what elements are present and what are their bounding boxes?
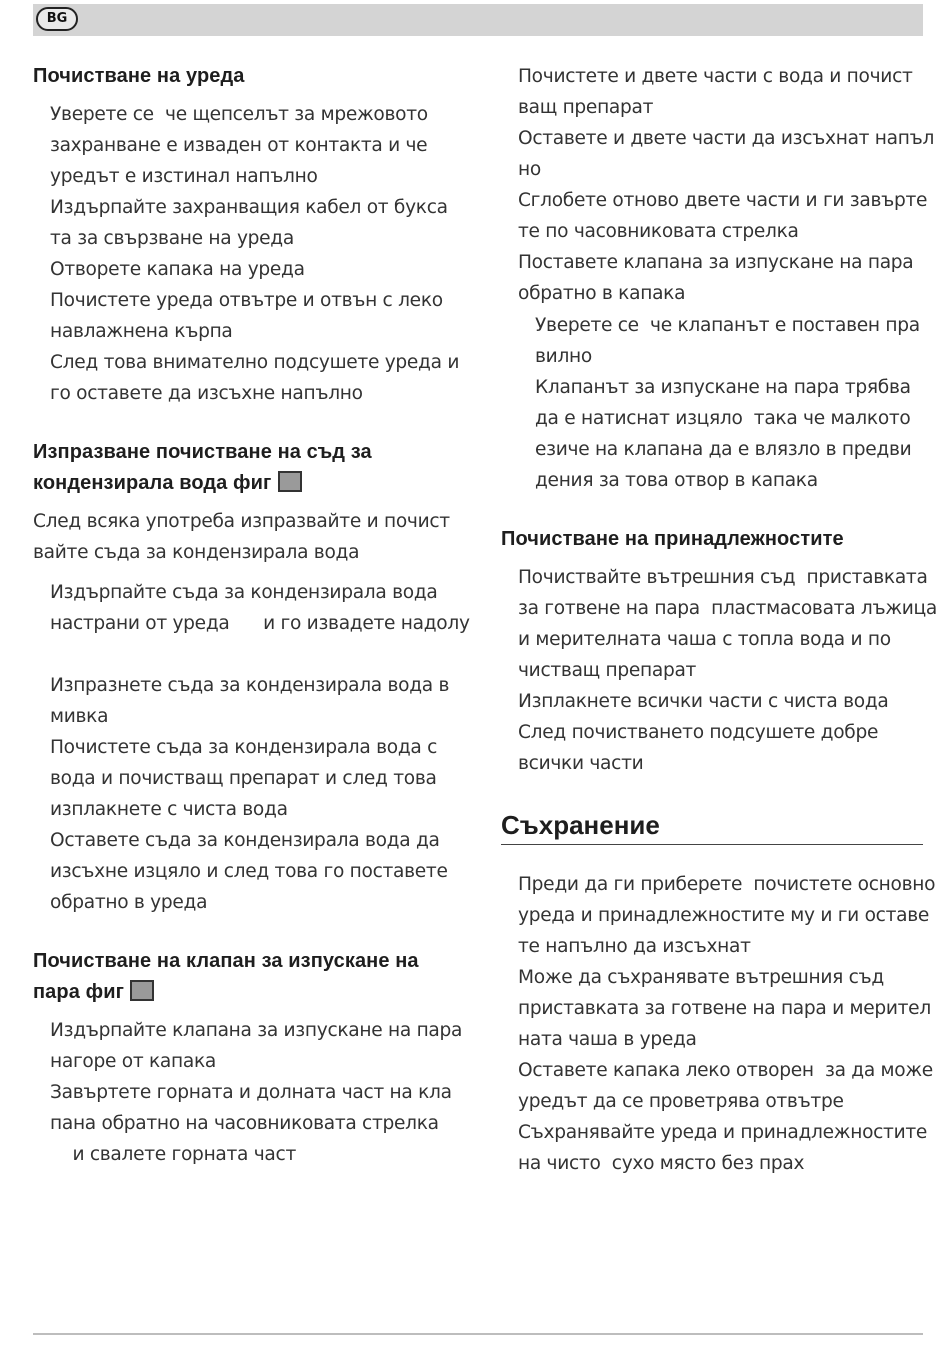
text-line: пана обратно на часовниковата стрелка <box>50 1113 439 1134</box>
storage-text <box>518 869 936 1179</box>
text-line: уредът да се проветрява отвътре <box>518 1091 844 1112</box>
section-title-valve-1: Почистване на клапан за изпускане на <box>33 950 419 972</box>
text-line: настрани от уреда и го извадете надолу <box>50 613 470 634</box>
text-line: Отворете капака на уреда <box>50 259 305 280</box>
text-line: След всяка употреба изпразвайте и почист <box>33 511 450 532</box>
text-line: Съхранявайте уреда и принадлежностите <box>518 1122 928 1143</box>
section-title-condensate-1: Изпразване почистване на съд за <box>33 441 372 463</box>
text-line: мивка <box>50 706 109 727</box>
text-line: Почиствайте вътрешния съд приставката <box>518 567 928 588</box>
text-line: уреда и принадлежностите му и ги оставе <box>518 905 929 926</box>
text-line: дения за това отвор в капака <box>535 470 818 491</box>
section-title-valve-text: пара фиг <box>33 981 125 1003</box>
accessories-text <box>518 562 938 779</box>
text-line: обратно в уреда <box>50 892 208 913</box>
text-line: захранване е изваден от контакта и че <box>50 135 428 156</box>
text-line: и мерителната чаша с топла вода и по <box>518 629 891 650</box>
text-line: ната чаша в уреда <box>518 1029 697 1050</box>
text-line: Завъртете горната и долната част на кла <box>50 1082 452 1103</box>
text-line: обратно в капака <box>518 283 686 304</box>
cleaning-appliance-text <box>50 99 460 409</box>
text-line: изплакнете с чиста вода <box>50 799 288 820</box>
figure-reference-icon <box>130 980 154 1001</box>
text-line: Поставете клапана за изпускане на пара <box>518 252 914 273</box>
footer-rule <box>33 1333 923 1335</box>
text-line: Може да съхранявате вътрешния съд <box>518 967 884 988</box>
text-line: Клапанът за изпускане на пара трябва <box>535 377 911 398</box>
text-line: Уверете се че щепселът за мрежовото <box>50 104 428 125</box>
text-line: навлажнена кърпа <box>50 321 233 342</box>
text-line: те по часовниковата стрелка <box>518 221 799 242</box>
text-line: Почистете и двете части с вода и почист <box>518 66 913 87</box>
text-line: Издърпайте съда за кондензирала вода <box>50 582 438 603</box>
section-title-storage: Съхранение <box>501 810 660 840</box>
text-line: Сглобете отново двете части и ги завърте <box>518 190 928 211</box>
text-line: нагоре от капака <box>50 1051 216 1072</box>
text-line: Почистете съда за кондензирала вода с <box>50 737 438 758</box>
language-badge: BG <box>36 7 78 31</box>
text-line: приставката за готвене на пара и мерител <box>518 998 931 1019</box>
section-title-cleaning-appliance: Почистване на уреда <box>33 65 245 87</box>
text-line: езиче на клапана да е влязло в предви <box>535 439 912 460</box>
text-line: вода и почистващ препарат и след това <box>50 768 437 789</box>
text-line: го оставете да изсъхне напълно <box>50 383 363 404</box>
text-line: ващ препарат <box>518 97 654 118</box>
text-line: вилно <box>535 346 592 367</box>
valve-notes <box>535 310 923 496</box>
text-line: чистващ препарат <box>518 660 697 681</box>
text-line: вайте съда за кондензирала вода <box>33 542 360 563</box>
header-bar <box>33 4 923 36</box>
section-title-condensate-2 <box>33 468 302 499</box>
text-line: Изплакнете всички части с чиста вода <box>518 691 889 712</box>
text-line: те напълно да изсъхнат <box>518 936 751 957</box>
text-line: за готвене на пара пластмасовата лъжица <box>518 598 938 619</box>
condensate-steps-a <box>50 577 470 639</box>
text-line: След това внимателно подсушете уреда и <box>50 352 460 373</box>
text-line: но <box>518 159 541 180</box>
text-line: та за свързване на уреда <box>50 228 294 249</box>
section-title-condensate-text: кондензирала вода фиг <box>33 472 272 494</box>
condensate-steps-b <box>50 670 455 918</box>
text-line: всички части <box>518 753 644 774</box>
valve-steps-continued <box>518 61 935 309</box>
valve-steps-text <box>50 1015 463 1170</box>
text-line: Оставете и двете части да изсъхнат напъл <box>518 128 935 149</box>
text-line: Уверете се че клапанът е поставен пра <box>535 315 920 336</box>
condensate-intro-text <box>33 506 455 568</box>
text-line: изсъхне изцяло и след това го поставете <box>50 861 448 882</box>
text-line: Оставете съда за кондензирала вода да <box>50 830 440 851</box>
text-line: на чисто сухо място без прах <box>518 1153 805 1174</box>
storage-divider <box>501 844 923 845</box>
figure-reference-icon <box>278 471 302 492</box>
text-line: Изпразнете съда за кондензирала вода в <box>50 675 450 696</box>
text-line: и свалете горната част <box>50 1144 296 1165</box>
text-line: уредът е изстинал напълно <box>50 166 318 187</box>
text-line: Издърпайте захранващия кабел от букса <box>50 197 448 218</box>
section-title-valve-2 <box>33 977 154 1008</box>
text-line: да е натиснат изцяло така че малкото <box>535 408 911 429</box>
text-line: Издърпайте клапана за изпускане на пара <box>50 1020 463 1041</box>
text-line: Оставете капака леко отворен за да може <box>518 1060 933 1081</box>
section-title-accessories: Почистване на принадлежностите <box>501 528 844 550</box>
text-line: След почистването подсушете добре <box>518 722 879 743</box>
text-line: Преди да ги приберете почистете основно <box>518 874 936 895</box>
text-line: Почистете уреда отвътре и отвън с леко <box>50 290 443 311</box>
